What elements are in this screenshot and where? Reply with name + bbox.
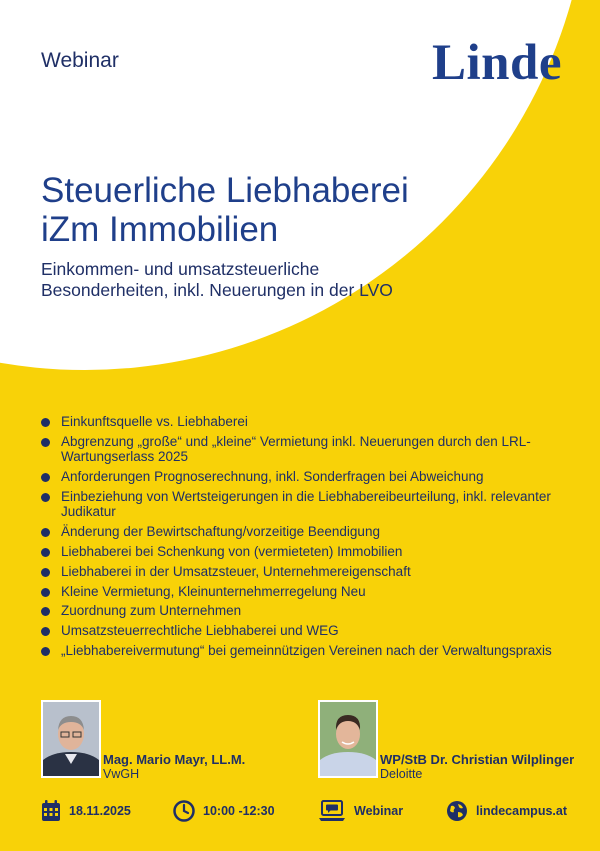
time-info xyxy=(173,799,275,823)
bullet-icon xyxy=(41,568,50,577)
list-item xyxy=(41,414,561,430)
speaker-name: WP/StB Dr. Christian Wilplinger xyxy=(380,752,575,767)
bullet-icon xyxy=(41,548,50,557)
speaker-organization: VwGH xyxy=(103,767,140,781)
topic-text: Liebhaberei in der Umsatzsteuer, Unternehmereigenschaft xyxy=(61,563,411,579)
subtitle xyxy=(41,259,511,301)
list-item xyxy=(41,489,561,520)
subtitle-line-2: Besonderheiten, inkl. Neuerungen in der LVO xyxy=(41,280,393,300)
topic-text: Einkunftsquelle vs. Liebhaberei xyxy=(61,414,248,429)
speaker-photo xyxy=(318,700,378,778)
list-item xyxy=(41,469,561,485)
list-item xyxy=(41,584,561,600)
topic-text: Änderung der Bewirtschaftung/vorzeitige Beendigung xyxy=(61,524,380,540)
speaker-portrait-icon xyxy=(320,702,376,776)
topic-text: Kleine Vermietung, Kleinunternehmerregelung Neu xyxy=(61,583,366,599)
website-info[interactable] xyxy=(446,799,567,823)
bullet-icon xyxy=(41,607,50,616)
bullet-icon xyxy=(41,473,50,482)
bullet-icon xyxy=(41,438,50,447)
topic-text: Zuordnung zum Unternehmen xyxy=(61,603,242,619)
page-title xyxy=(41,171,521,249)
date-info xyxy=(41,799,131,823)
list-item xyxy=(41,643,561,659)
event-type-label: Webinar xyxy=(41,49,119,72)
calendar-icon xyxy=(41,800,61,822)
speaker-card-1 xyxy=(41,700,246,781)
laptop-chat-icon xyxy=(318,800,346,822)
title-line-1: Steuerliche Liebhaberei xyxy=(41,171,409,210)
list-item xyxy=(41,544,561,560)
bullet-icon xyxy=(41,588,50,597)
list-item xyxy=(41,434,561,465)
website-link[interactable]: lindecampus.at xyxy=(476,804,567,818)
topic-text: Liebhaberei bei Schenkung von (vermieteten) Immobilien xyxy=(61,543,403,559)
bullet-icon xyxy=(41,528,50,537)
list-item xyxy=(41,524,561,540)
topic-text: Abgrenzung „große“ und „kleine“ Vermietung inkl. Neuerungen durch den LRL-Wartungserlass 2025 xyxy=(61,433,531,465)
speaker-card-2 xyxy=(318,700,575,781)
topic-text: Umsatzsteuerrechtliche Liebhaberei und WEG xyxy=(61,623,339,639)
topic-text: Anforderungen Prognoserechnung, inkl. Sonderfragen bei Abweichung xyxy=(61,469,484,485)
speaker-portrait-icon xyxy=(43,702,99,776)
list-item xyxy=(41,603,561,619)
bullet-icon xyxy=(41,418,50,427)
title-line-2: iZm Immobilien xyxy=(41,210,279,249)
event-date: 18.11.2025 xyxy=(69,804,131,818)
clock-icon xyxy=(173,800,195,822)
topic-text: „Liebhabereivermutung“ bei gemeinnützigen Vereinen nach der Verwaltungspraxis xyxy=(61,642,552,658)
bullet-icon xyxy=(41,493,50,502)
list-item xyxy=(41,564,561,580)
speaker-organization: Deloitte xyxy=(380,767,423,781)
list-item xyxy=(41,623,561,639)
format-info xyxy=(318,799,403,823)
event-time: 10:00 -12:30 xyxy=(203,804,275,818)
subtitle-line-1: Einkommen- und umsatzsteuerliche xyxy=(41,259,320,279)
linde-logo: Linde xyxy=(432,35,563,91)
topic-text: Einbeziehung von Wertsteigerungen in die Liebhabereibeurteilung, inkl. relevanter Judikatur xyxy=(61,488,551,520)
speaker-photo xyxy=(41,700,101,778)
bullet-icon xyxy=(41,647,50,656)
bullet-icon xyxy=(41,627,50,636)
speaker-name: Mag. Mario Mayr, LL.M. xyxy=(103,752,246,767)
topic-list xyxy=(41,414,561,663)
event-format: Webinar xyxy=(354,804,404,818)
globe-icon xyxy=(446,800,468,822)
